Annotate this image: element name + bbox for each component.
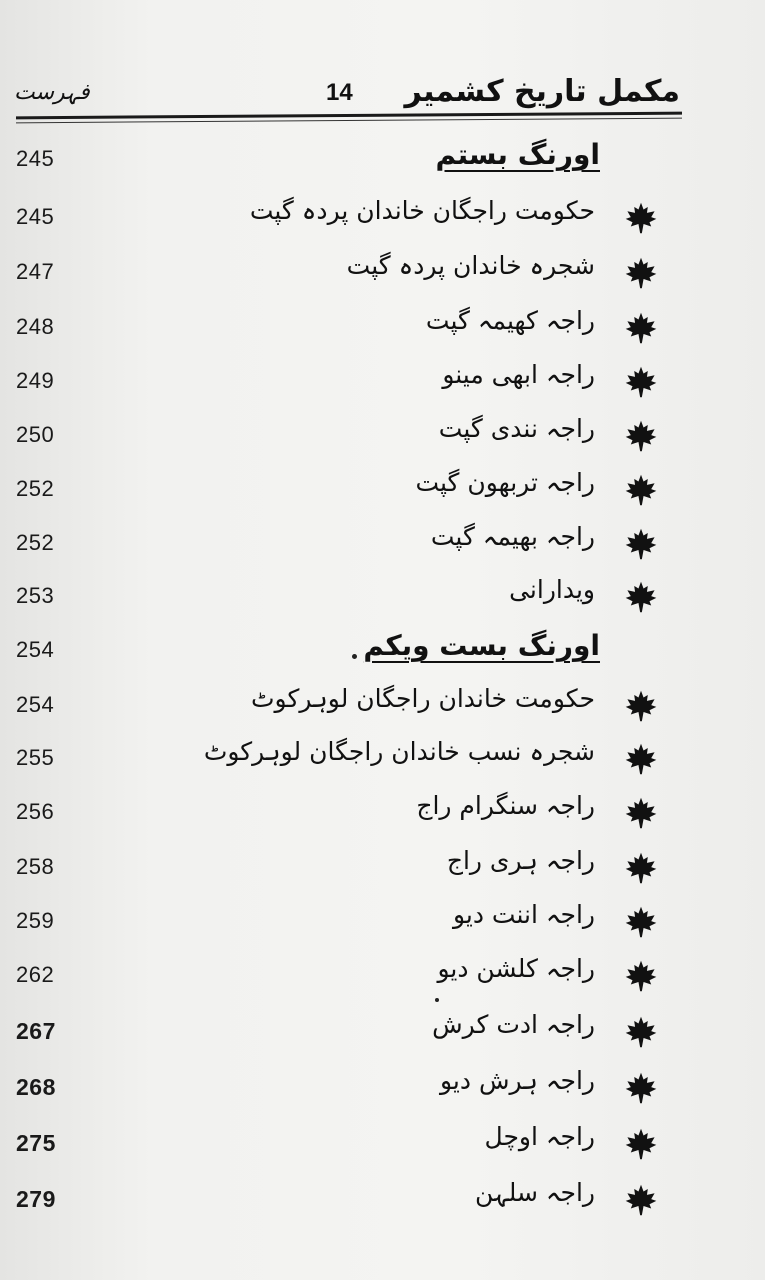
toc-page-number: 255 bbox=[16, 745, 55, 770]
toc-entry-title: حکومت خاندان راجگان لوہرکوٹ bbox=[251, 684, 595, 713]
maple-leaf-bullet-icon bbox=[624, 905, 658, 939]
maple-leaf-bullet-icon bbox=[624, 1183, 658, 1217]
toc-page-number: 279 bbox=[16, 1186, 56, 1212]
toc-entry-row bbox=[0, 680, 765, 732]
maple-leaf-bullet-icon bbox=[624, 256, 658, 290]
toc-page-number: 250 bbox=[16, 422, 55, 447]
toc-page-number: 267 bbox=[16, 1018, 56, 1044]
toc-entry-title: شجرہ خاندان پردہ گپت bbox=[346, 251, 595, 280]
toc-entry-title: راجہ سلہن bbox=[475, 1178, 595, 1207]
page-number: 14 bbox=[326, 79, 353, 106]
toc-entry-row bbox=[0, 1062, 765, 1114]
toc-entry-row bbox=[0, 1006, 765, 1058]
toc-page-number: 259 bbox=[16, 908, 55, 933]
toc-page-number: 252 bbox=[16, 476, 55, 501]
maple-leaf-bullet-icon bbox=[624, 689, 658, 723]
toc-entry-row bbox=[0, 842, 765, 894]
toc-page-number: 268 bbox=[16, 1074, 56, 1100]
maple-leaf-bullet-icon bbox=[624, 959, 658, 993]
toc-entry-title: راجہ نندی گپت bbox=[438, 414, 595, 443]
toc-entry-title: راجہ بھیمہ گپت bbox=[430, 522, 595, 551]
maple-leaf-bullet-icon bbox=[624, 527, 658, 561]
toc-heading-row bbox=[0, 625, 765, 677]
toc-entry-title: راجہ اوچل bbox=[484, 1122, 595, 1151]
toc-entry-title: شجرہ نسب خاندان راجگان لوہرکوٹ bbox=[203, 737, 595, 766]
toc-entry-row bbox=[0, 950, 765, 1002]
toc-entry-title: راجہ ادت کرش bbox=[432, 1010, 595, 1039]
toc-heading-row bbox=[0, 134, 765, 186]
toc-page-number: 262 bbox=[16, 962, 55, 987]
toc-page-number: 275 bbox=[16, 1130, 56, 1156]
book-title: مکمل تاریخ کشمیر bbox=[404, 74, 680, 109]
toc-page-number: 249 bbox=[16, 368, 55, 393]
toc-entry-row bbox=[0, 410, 765, 462]
toc-entry-row bbox=[0, 1118, 765, 1170]
section-title: فہرست bbox=[14, 80, 90, 105]
toc-page-number: 248 bbox=[16, 314, 55, 339]
toc-page-number: 258 bbox=[16, 854, 55, 879]
ink-speck bbox=[435, 998, 439, 1002]
maple-leaf-bullet-icon bbox=[624, 851, 658, 885]
toc-entry-row bbox=[0, 192, 765, 244]
toc-entry-title: راجہ ابھی مینو bbox=[442, 360, 595, 389]
maple-leaf-bullet-icon bbox=[624, 742, 658, 776]
toc-page-number: 254 bbox=[16, 637, 55, 662]
toc-entry-title: ویدارانی bbox=[509, 575, 595, 604]
toc-chapter-heading: اورنگ بست ویکم bbox=[363, 629, 600, 662]
toc-page-number: 247 bbox=[16, 259, 55, 284]
toc-entry-row bbox=[0, 464, 765, 516]
maple-leaf-bullet-icon bbox=[624, 580, 658, 614]
toc-entry-title: راجہ ہری راج bbox=[446, 846, 595, 875]
toc-chapter-heading: اورنگ بستم bbox=[435, 138, 600, 171]
toc-entry-row bbox=[0, 518, 765, 570]
toc-page-number: 245 bbox=[16, 146, 55, 171]
toc-page-number: 252 bbox=[16, 530, 55, 555]
toc-entry-title: راجہ تربھون گپت bbox=[415, 468, 595, 497]
toc-page-number: 253 bbox=[16, 583, 55, 608]
maple-leaf-bullet-icon bbox=[624, 1015, 658, 1049]
maple-leaf-bullet-icon bbox=[624, 365, 658, 399]
toc-entry-title: راجہ کھیمہ گپت bbox=[425, 306, 595, 335]
maple-leaf-bullet-icon bbox=[624, 796, 658, 830]
toc-entry-row bbox=[0, 247, 765, 299]
toc-entry-row bbox=[0, 302, 765, 354]
maple-leaf-bullet-icon bbox=[624, 1127, 658, 1161]
toc-entry-row bbox=[0, 787, 765, 839]
toc-page-number: 256 bbox=[16, 799, 55, 824]
toc-page-number: 245 bbox=[16, 204, 55, 229]
toc-entry-title: راجہ اننت دیو bbox=[452, 900, 595, 929]
toc-entry-title: راجہ ہرش دیو bbox=[440, 1066, 595, 1095]
maple-leaf-bullet-icon bbox=[624, 419, 658, 453]
toc-entry-row bbox=[0, 356, 765, 408]
toc-entry-row bbox=[0, 733, 765, 785]
maple-leaf-bullet-icon bbox=[624, 201, 658, 235]
toc-page-number: 254 bbox=[16, 692, 55, 717]
maple-leaf-bullet-icon bbox=[624, 1071, 658, 1105]
toc-entry-title: حکومت راجگان خاندان پردہ گپت bbox=[249, 196, 595, 225]
toc-entry-title: راجہ سنگرام راج bbox=[416, 791, 595, 820]
toc-entry-row bbox=[0, 1174, 765, 1226]
maple-leaf-bullet-icon bbox=[624, 311, 658, 345]
toc-entry-title: راجہ کلشن دیو bbox=[437, 954, 595, 983]
toc-entry-row bbox=[0, 571, 765, 623]
ink-speck bbox=[352, 654, 357, 659]
maple-leaf-bullet-icon bbox=[624, 473, 658, 507]
toc-entry-row bbox=[0, 896, 765, 948]
